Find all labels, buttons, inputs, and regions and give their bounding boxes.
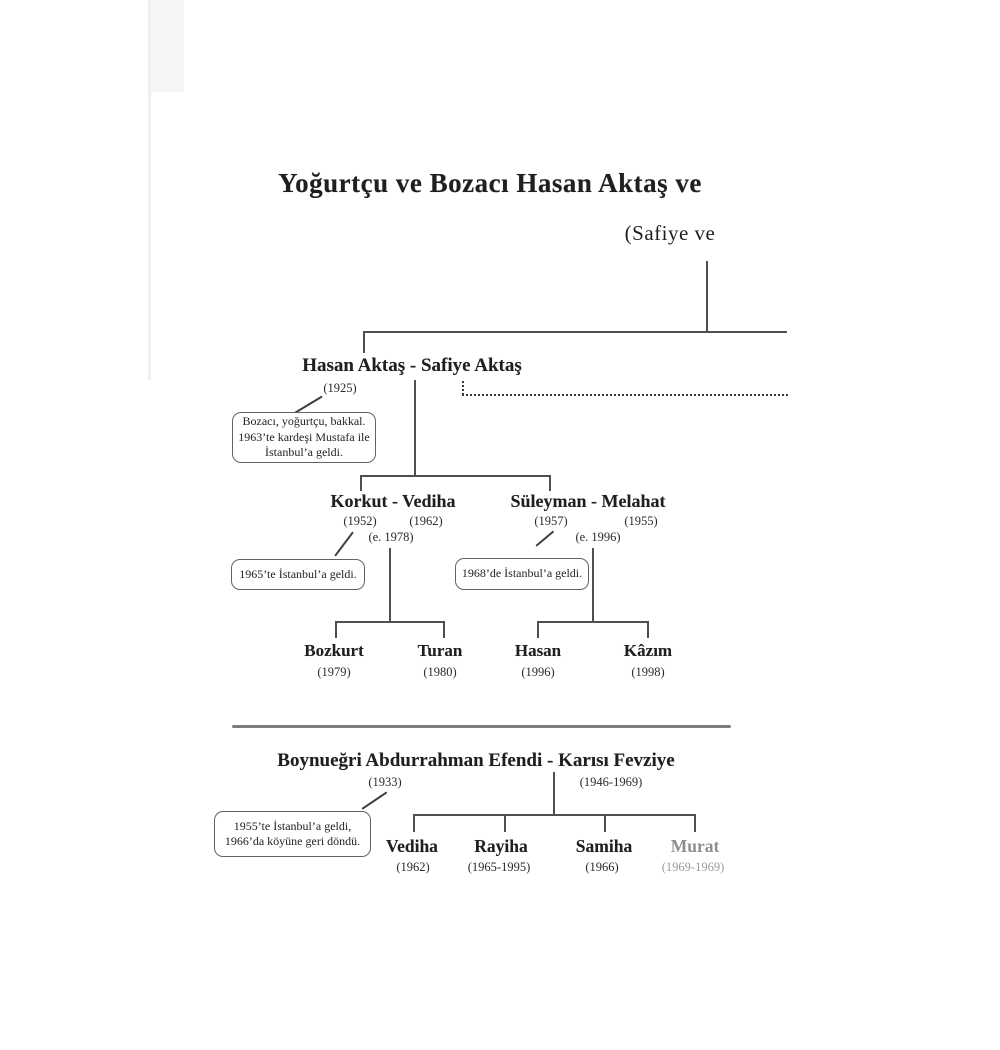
bottom-couple-birth-left: (1933) <box>368 775 402 789</box>
couple1-birth-year: (1925) <box>323 381 357 395</box>
child-name: Samiha <box>575 836 633 856</box>
note-box-abdurrahman <box>214 811 371 857</box>
couple2b-birth-right: (1955) <box>624 514 658 528</box>
couple2b-name: Süleyman - Melahat <box>510 491 666 511</box>
top-descent-vertical-line <box>706 261 708 333</box>
vediha-drop-line <box>413 814 415 832</box>
couple2a-name: Korkut - Vediha <box>330 491 456 511</box>
bottom-children-connector-line <box>413 814 695 816</box>
couple2a-birth-left: (1952) <box>343 514 377 528</box>
couple2a-children-stem-line <box>389 548 391 622</box>
child-years: (1980) <box>423 665 457 679</box>
child-years: (1979) <box>317 665 351 679</box>
note-box-hasan <box>232 412 376 463</box>
family-tree-title: Yoğurtçu ve Bozacı Hasan Aktaş ve <box>278 168 702 198</box>
bottom-couple-birth-right: (1946-1969) <box>579 775 643 789</box>
note-line: 1963’te kardeşi Mustafa ile <box>238 429 370 444</box>
note-line: İstanbul’a geldi. <box>265 445 343 460</box>
section-divider-line <box>232 725 731 728</box>
couple2a-marriage-year: (e. 1978) <box>368 530 414 544</box>
note-line: 1968’de İstanbul’a geldi. <box>461 566 583 581</box>
child-name: Rayiha <box>474 836 528 856</box>
scan-artifact <box>148 0 184 92</box>
note-line: Bozacı, yoğurtçu, bakkal. <box>242 414 366 429</box>
bottom-children-stem-line <box>553 772 555 815</box>
couple1-name: Hasan Aktaş - Safiye Aktaş <box>302 355 522 376</box>
couple2a-birth-right: (1962) <box>409 514 443 528</box>
note-line: 1955’te İstanbul’a geldi, <box>233 818 352 833</box>
bottom-couple-name: Boynueğri Abdurrahman Efendi - Karısı Fevziye <box>277 750 675 771</box>
suleyman-drop-line <box>549 475 551 491</box>
safiye-dotted-horizontal-line <box>462 394 788 396</box>
child-name: Turan <box>417 641 463 660</box>
top-horizontal-connector-line <box>363 331 787 333</box>
kazim-drop-line <box>647 621 649 638</box>
child-name: Vediha <box>386 836 438 856</box>
note-line: 1966’da köyüne geri döndü. <box>224 834 361 848</box>
child-years: (1962) <box>396 860 430 874</box>
child-years-deceased: (1969-1969) <box>661 860 725 874</box>
murat-drop-line <box>694 814 696 832</box>
child-name: Kâzım <box>623 641 673 660</box>
couple2b-children-stem-line <box>592 548 594 622</box>
note-line: 1965’te İstanbul’a geldi. <box>239 566 357 581</box>
rayiha-drop-line <box>504 814 506 832</box>
child-name: Hasan <box>514 641 562 660</box>
note-box-korkut <box>231 559 365 590</box>
bozkurt-drop-line <box>335 621 337 638</box>
title-continuation: (Safiye ve <box>624 221 716 245</box>
bottom-note-pointer-line <box>361 791 387 809</box>
korkut-drop-line <box>360 475 362 491</box>
child-name-deceased: Murat <box>670 836 720 856</box>
couple2a-children-connector-line <box>335 621 445 623</box>
couple2b-birth-left: (1957) <box>534 514 568 528</box>
child-years: (1966) <box>585 860 619 874</box>
child-years: (1998) <box>631 665 665 679</box>
couple1-children-stem-line <box>414 380 416 476</box>
child-name: Bozkurt <box>304 641 364 660</box>
couple2b-marriage-year: (e. 1996) <box>575 530 621 544</box>
generation2-connector-line <box>360 475 551 477</box>
note-box-suleyman <box>455 558 589 590</box>
safiye-dotted-vertical-line <box>462 381 464 395</box>
child-years: (1965-1995) <box>467 860 531 874</box>
couple2b-children-connector-line <box>537 621 649 623</box>
turan-drop-line <box>443 621 445 638</box>
child-years: (1996) <box>521 665 555 679</box>
samiha-drop-line <box>604 814 606 832</box>
hasan-drop-line <box>537 621 539 638</box>
couple1-drop-line <box>363 331 365 353</box>
